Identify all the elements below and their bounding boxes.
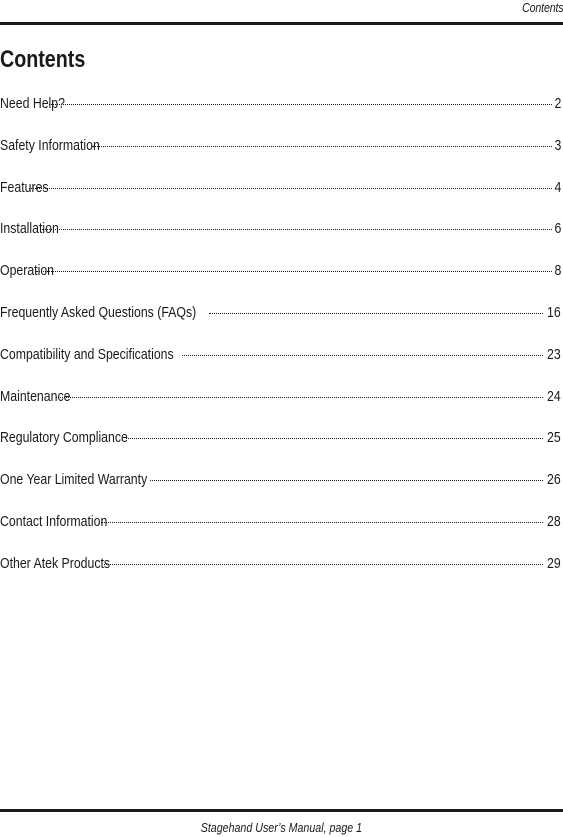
toc-page-number: 23 [547,345,561,363]
dot-leader [101,522,543,523]
dot-leader [42,229,552,230]
dot-leader [126,438,543,439]
toc-entry-label: Need Help? [0,95,65,112]
toc-entry-warranty[interactable] [0,470,561,512]
toc-entry-safety-information[interactable] [0,136,561,178]
toc-entry-label: Installation [0,220,59,238]
toc-page-number: 8 [554,262,561,280]
toc-page-number: 24 [547,387,561,405]
toc-page-number: 25 [547,429,561,447]
toc-entry-compatibility[interactable] [0,345,561,387]
toc-entry-operation[interactable] [0,261,561,303]
toc-page-number: 16 [547,303,561,321]
header-rule [0,22,563,25]
footer-rule [0,809,563,812]
dot-leader [150,480,544,481]
toc-page-number: 6 [554,220,561,238]
toc-entry-other-products[interactable] [0,554,561,596]
toc-entry-label: Safety Information [0,136,100,154]
toc-page-number: 26 [547,471,561,489]
dot-leader [56,397,543,398]
toc-entry-faqs[interactable] [0,303,561,345]
page-title: Contents [0,46,86,73]
toc-entry-label: Other Atek Products [0,554,111,572]
dot-leader [49,104,551,105]
toc-entry-installation[interactable] [0,219,561,261]
toc-entry-label: One Year Limited Warranty [0,471,148,489]
toc-entry-maintenance[interactable] [0,387,561,429]
toc-page-number: 28 [547,512,561,530]
running-header: Contents [521,0,563,15]
toc-entry-contact-information[interactable] [0,512,561,554]
toc-page-number: 4 [554,178,561,196]
dot-leader [36,271,552,272]
toc-page-number: 29 [547,554,561,572]
toc-entry-label: Contact Information [0,512,108,530]
toc-entry-regulatory-compliance[interactable] [0,428,561,470]
page-footer [0,820,563,835]
footer-text: Stagehand User’s Manual, page 1 [200,820,363,835]
dot-leader [209,313,543,314]
toc-entry-features[interactable] [0,178,561,220]
toc-entry-label: Compatibility and Specifications [0,345,174,363]
toc-entry-label: Features [0,178,49,196]
dot-leader [182,355,544,356]
table-of-contents [0,94,561,596]
toc-entry-label: Operation [0,262,55,280]
toc-entry-label: Maintenance [0,387,71,405]
toc-entry-need-help[interactable] [0,94,561,136]
toc-page-number: 3 [554,136,561,154]
toc-page-number: 2 [554,95,561,112]
dot-leader [92,146,552,147]
dot-leader [104,564,543,565]
toc-entry-label: Frequently Asked Questions (FAQs) [0,303,197,321]
toc-entry-label: Regulatory Compliance [0,429,128,447]
dot-leader [29,188,551,189]
